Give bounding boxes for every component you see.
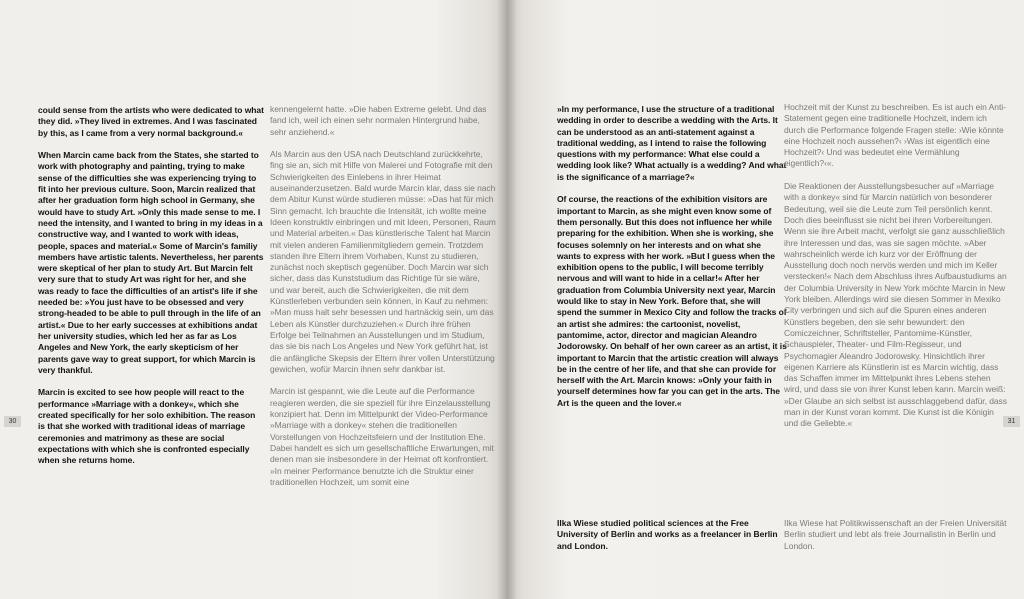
right-page — [507, 0, 1024, 599]
author-bio-english: Ilka Wiese studied political sciences at the Free University of Berlin and works as a freelancer in Berlin and London. — [557, 518, 778, 551]
paragraph: When Marcin came back from the States, she started to work with photography and painting, trying to make sense of the difficulties she was experiencing trying to fit into her previous culture. Soon, Marcin realized that after her graduation form high school in Germany, she would have to study Art. »Only this made sense to me. I need the intensity, and I wanted to bring in my ideas in a constructive way, and I wanted to work with ideas, people, spaces and material.« Some of Marcin's familiy members have artistic talents. Nevertheless, her parents were skeptical of her plan to study Art. But Marcin felt very sure that to study Art was right for her, and she was ready to face the difficulties of an artist's life if she needed be: »You just have to be obsessed and very strong-headed to be able to pull through in the life of an artist.« Due to her early successes at exhibitions andat her university studies, which led her as far as Los Angeles and New York, the early skepticism of her parents gave way to great support, for which Marcin is very thankful. — [38, 150, 264, 375]
paragraph: could sense from the artists who were dedicated to what they did. »They lived in extremes. And I was fascinated by this, as I came from a very normal background.« — [38, 105, 264, 138]
paragraph: Marcin ist gespannt, wie die Leute auf die Performance reagieren werden, die sie speziell für ihre Einzelausstellung konzipiert hat. Denn im Mittelpunkt der Video-Performance »Marriage with a donkey« stehen die traditionellen Vorstellungen von Hochzeitsfeiern und der Institution Ehe. Dabei handelt es sich um gesellschaftliche Erwartungen, mit denen man sie insbesondere in der Heimat oft konfrontiert. »In meiner Performance benutzte ich die Struktur einer traditionellen Hochzeit, um somit eine — [270, 386, 494, 487]
paragraph: Hochzeit mit der Kunst zu beschreiben. Es ist auch ein Anti-Statement gegen eine traditionelle Hochzeit, indem ich durch die Performance folgende Fragen stelle: ›Wie könnte eine Hochzeit noch aussehen?‹ ›Was ist eigentlich eine Hochzeit?‹ Und was bedeutet eine Vermählung eigentlich?‹«. — [784, 102, 1006, 169]
author-bio-german: Ilka Wiese hat Politikwissenschaft an der Freien Universität Berlin studiert und lebt als freie Journalistin in Berlin und London. — [784, 518, 1007, 551]
paragraph: Die Reaktionen der Ausstellungsbesucher auf »Marriage with a donkey« sind für Marcin natürlich von besonderer Bedeutung, weil sie die Leute zum Teil persönlich kennt. Doch dies beeinflusst sie nicht bei ihren Vorbereitungen. Wenn sie ihre Arbeit macht, verfolgt sie ganz ausschließlich ihre Interessen und das, was sie sagen möchte. »Aber wahrscheinlich werde ich kurz vor der Eröffnung der Ausstellung doch noch nervös werden und mich im Keller verstecken!« Nach dem Abschluss ihres Aufbaustudiums an der Columbia University in New York möchte Marcin in New York bleiben. Allerdings wird sie diesen Sommer in Mexiko City verbringen und sich auf die Spuren eines anderen Künstlers begeben, den sie sehr bewundert: den Comiczeichner, Schriftsteller, Pantomime-Künstler, Schauspieler, Theater- und Film-Regisseur, und Psychomagier Aleandro Jodorowsky. Hinsichtlich ihrer eigenen Karriere als Künstlerin ist es Marcin wichtig, dass das Schaffen immer im Mittelpunkt ihres Lebens stehen wird, und dass sie von ihrer Kunst leben kann. Marcin weiß: »Der Glaube an sich selbst ist ausschlaggebend dafür, dass man in der Kunst voran kommt. Die Kunst ist die Königin und die Geliebte.« — [784, 181, 1007, 429]
german-column-right — [784, 102, 1010, 441]
paragraph: Marcin is excited to see how people will react to the performance »Marriage with a donkey«, which she created specifically for her solo exhibition. The reason is that she worked with traditional ideas of marriage ceremonies and matrimony as these are social expectations with which she is confronted especially when she returns home. — [38, 387, 256, 466]
english-column-left — [38, 105, 264, 478]
page-number-left: 30 — [4, 416, 21, 427]
page-number-right: 31 — [1003, 416, 1020, 427]
paragraph: Of course, the reactions of the exhibition visitors are important to Marcin, as she might even know some of them personally. But this does not influence her while preparing for the exhibition. When she is working, she focuses solemnly on her interests and on what she wants to express with her work. »But I guess when the exhibition opens to the public, I will become terribly nervous and will want to hide in a cellar!« After her graduation from Columbia University next year, Marcin would like to stay in New York. Before that, she will spend the summer in Mexico City and follow the tracks of an artist she admires: the cartoonist, novelist, pantomime, actor, director and magician Aleandro Jodorowsky. On behalf of her own career as an artist, it is important to Marcin that the artistic creation will always be in the centre of her life, and that she can provide for herself with the Art. Marcin knows: »Only your faith in yourself determines how far you can get in the arts. The Art is the queen and the lover.« — [557, 194, 787, 408]
paragraph: »In my performance, I use the structure of a traditional wedding in order to describe a wedding with the Arts. It can be understood as an anti-statement against a traditional wedding, as I intend to raise the following questions with my performance: What else could a wedding look like? What actually is a wedding? And what is the significance of a marriage?« — [557, 104, 787, 182]
paragraph: Als Marcin aus den USA nach Deutschland zurückkehrte, fing sie an, sich mit Hilfe von Malerei und Fotografie mit den Schwierigkeiten des Einlebens in ihrer Heimat auseinanderzusetzen. Bald wurde Marcin klar, dass sie nach dem Abitur Kunst würde studieren müsse: »Das hat für mich Sinn gemacht. Ich brauchte die Intensität, ich wollte meine Ideen konstruktiv einbringen und mit Ideen, Personen, Raum und Material arbeiten.« Das künstlerische Talent hat Marcin mit vielen anderen Familienmitgliedern gemein. Trotzdem standen ihre Eltern ihrem Vorhaben, Kunst zu studieren, zunächst noch skeptisch gegenüber. Doch Marcin war sich sicher, dass das Kunststudium das Richtige für sie wäre, und war bereit, auch die Schwierigkeiten, die mit dem Künstlerleben verbunden sein können, in Kauf zu nehmen: »Man muss halt sehr besessen und hartnäckig sein, um das Leben als Künstler durchzuziehen.« Durch ihre frühen Erfolge bei Teilnahmen an Ausstellungen und im Studium, das sie bis nach Los Angeles und New York geführt hat, ist die anfängliche Skepsis der Eltern ihrer vollen Unterstützung gewichen, wofür Marcin ihnen sehr dankbar ist. — [270, 149, 496, 374]
german-column-left — [270, 104, 496, 499]
book-gutter-shadow — [497, 0, 517, 599]
paragraph: kennengelernt hatte. »Die haben Extreme gelebt. Und das fand ich, weil ich einen sehr normalen Hintergrund habe, sehr anziehend.« — [270, 104, 487, 137]
left-page — [0, 0, 507, 599]
english-column-right — [557, 104, 787, 420]
